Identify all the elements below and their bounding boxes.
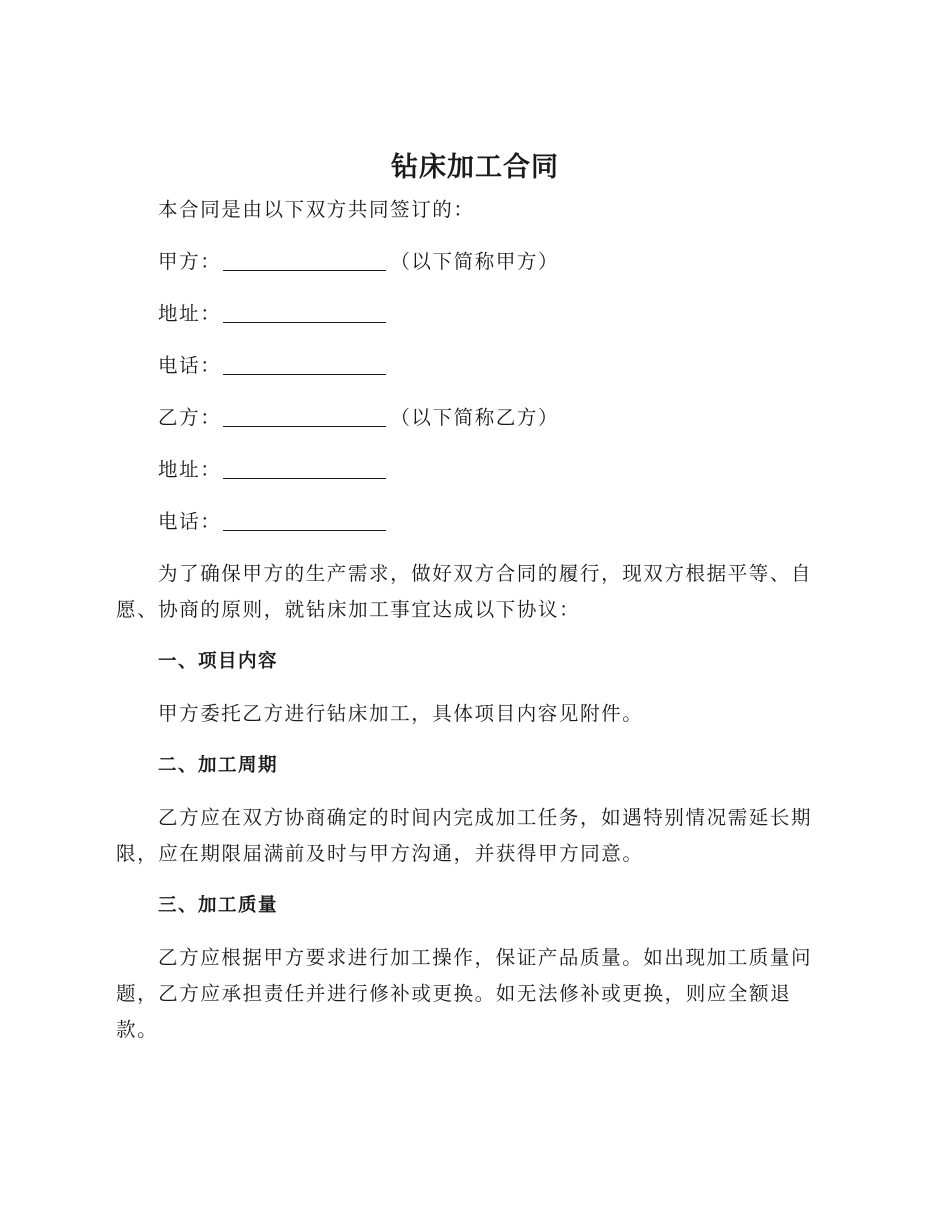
section-heading-processing-quality: 三、加工质量 bbox=[158, 895, 279, 916]
party-b-phone-blank[interactable] bbox=[223, 508, 386, 531]
party-b-name-blank[interactable] bbox=[223, 404, 386, 427]
party-b-address-label: 地址： bbox=[158, 458, 222, 481]
party-b-name-note: （以下简称乙方） bbox=[390, 406, 560, 429]
section-heading-processing-period: 二、加工周期 bbox=[158, 755, 279, 776]
party-a-address-line bbox=[116, 296, 832, 348]
party-a-name-blank[interactable] bbox=[223, 248, 386, 271]
intro-paragraph: 本合同是由以下双方共同签订的： bbox=[158, 198, 475, 221]
party-b-phone-label: 电话： bbox=[158, 510, 222, 533]
party-a-phone-blank[interactable] bbox=[223, 352, 386, 375]
party-a-name-label: 甲方： bbox=[158, 250, 222, 273]
party-b-name-label: 乙方： bbox=[158, 406, 222, 429]
party-b-address-blank[interactable] bbox=[223, 456, 386, 479]
party-a-phone-line bbox=[116, 348, 832, 400]
preamble-paragraph: 为了确保甲方的生产需求，做好双方合同的履行，现双方根据平等、自愿、协商的原则，就钻床加工事宜达成以下协议： bbox=[116, 562, 813, 621]
document-body bbox=[116, 192, 832, 1064]
section-body-processing-period: 乙方应在双方协商确定的时间内完成加工任务，如遇特别情况需延长期限，应在期限届满前及时与甲方沟通，并获得甲方同意。 bbox=[116, 806, 813, 865]
section-body-project-content: 甲方委托乙方进行钻床加工，具体项目内容见附件。 bbox=[158, 702, 644, 725]
party-a-name-note: （以下简称甲方） bbox=[390, 250, 560, 273]
party-b-phone-line bbox=[116, 504, 832, 556]
party-b-name-line bbox=[116, 400, 832, 452]
section-heading-project-content: 一、项目内容 bbox=[158, 651, 279, 672]
document-title: 钻床加工合同 bbox=[391, 152, 559, 183]
section-body-processing-quality: 乙方应根据甲方要求进行加工操作，保证产品质量。如出现加工质量问题，乙方应承担责任并进行修补或更换。如无法修补或更换，则应全额退款。 bbox=[116, 946, 813, 1041]
party-a-address-label: 地址： bbox=[158, 302, 222, 325]
party-a-phone-label: 电话： bbox=[158, 354, 222, 377]
party-a-address-blank[interactable] bbox=[223, 300, 386, 323]
party-a-name-line bbox=[116, 244, 832, 296]
party-b-address-line bbox=[116, 452, 832, 504]
